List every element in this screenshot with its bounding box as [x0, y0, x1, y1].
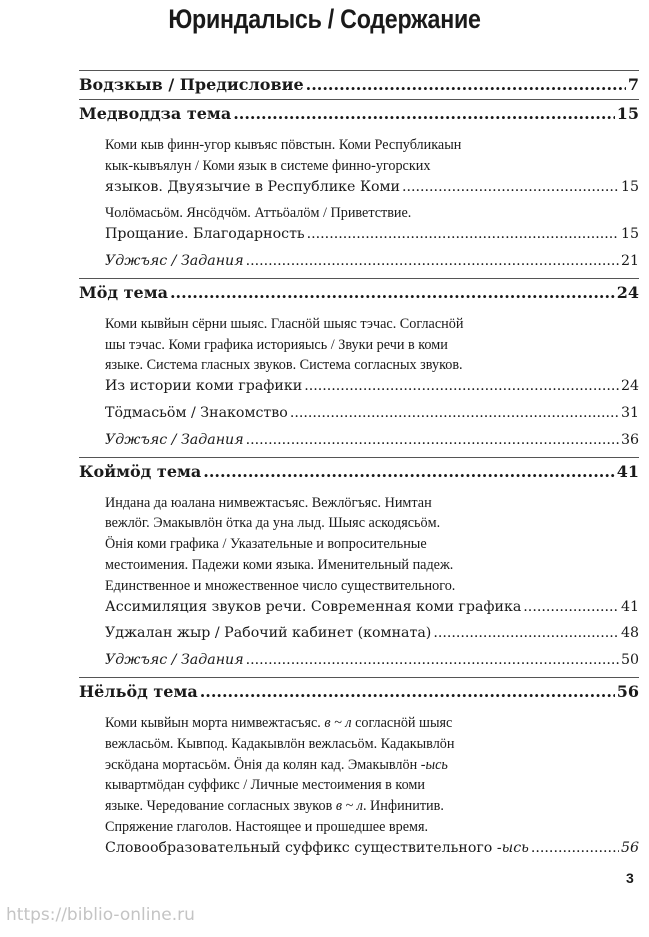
toc-entry [105, 314, 639, 397]
chapter-page: 56 [616, 681, 639, 701]
toc-chapter [79, 100, 639, 128]
entry-last-line [105, 623, 639, 644]
entry-last-line [105, 597, 639, 618]
text-fragment: Словообразовательный суффикс существительного [105, 839, 497, 856]
dot-leader [433, 623, 619, 644]
chapter-title: Медводдза тема [79, 104, 232, 123]
toc-entry [105, 203, 639, 245]
entry-line [105, 713, 639, 734]
toc-entry [105, 135, 639, 197]
dot-leader [200, 678, 615, 706]
entry-last-text: Уджъяс / Задания [105, 431, 244, 448]
dot-leader [304, 376, 619, 397]
watermark: https://biblio-online.ru [6, 905, 195, 925]
italic-fragment: в ~ л [335, 798, 363, 815]
entry-last-text: Уджъяс / Задания [105, 652, 244, 669]
entry-page: 15 [620, 226, 639, 243]
entry-page: 21 [620, 252, 639, 269]
entry-last-line [105, 251, 639, 272]
entry-last-text: Ассимиляция звуков речи. Современная коми графика [105, 598, 522, 615]
page-number: 3 [626, 870, 634, 886]
entry-line: Единственное и множественное число существительного. [105, 577, 456, 594]
italic-fragment: в ~ л [324, 714, 352, 731]
toc-chapter [79, 678, 639, 706]
entry-page: 48 [620, 625, 639, 642]
text-fragment: эскӧдана мортасьӧм. Ӧнія да колян кад. Эмакывлӧн [105, 756, 421, 773]
text-fragment: вежласьӧм. Кывпод. Кадакывлӧн вежласьӧм. Кадакывлӧн [105, 735, 455, 752]
entry-line: Индана да юалана нимвежтасъяс. Вежлӧгъяс. Нимтан [105, 494, 432, 511]
toc-entry [105, 403, 639, 424]
entry-last-line [105, 403, 639, 424]
entry-page: 50 [620, 652, 639, 669]
dot-leader [531, 838, 619, 859]
entry-last-text: Уджъяс / Задания [105, 252, 244, 269]
chapter-entries [79, 713, 639, 859]
toc-chapter [79, 279, 639, 307]
dot-leader [246, 650, 619, 671]
dot-leader [523, 597, 619, 618]
entry-line [105, 734, 639, 755]
entry-last-line [105, 224, 639, 245]
text-fragment: . Инфинитив. [362, 798, 444, 815]
toc-entry [105, 713, 639, 859]
entry-line: местоимения. Падежи коми языка. Именительный падеж. [105, 556, 454, 573]
entry-line: Ӧнія коми графика / Указательные и вопросительные [105, 536, 427, 553]
entry-last-line [105, 177, 639, 198]
entry-page: 15 [620, 178, 639, 195]
entry-line: языке. Система гласных звуков. Система согласных звуков. [105, 357, 463, 374]
entry-line [105, 775, 639, 796]
entry-line: шы тэчас. Коми графика историяысь / Звуки речи в коми [105, 336, 448, 353]
toc-entry [105, 430, 639, 451]
toc-chapter [79, 71, 639, 99]
chapter-page: 15 [616, 104, 639, 123]
chapter-title: Мӧд тема [79, 282, 168, 302]
text-fragment: Спряжение глаголов. Настоящее и прошедшее время. [105, 818, 429, 835]
toc-entry [105, 623, 639, 644]
dot-leader [233, 100, 615, 128]
dot-leader [246, 430, 619, 451]
entry-line [105, 755, 639, 776]
text-fragment: Коми кывйын морта нимвежтасъяс. [105, 714, 325, 731]
text-fragment: кывартмӧдан суффикс / Личные местоимения в коми [105, 777, 425, 794]
page-title: Юриндалысь / Содержание [168, 4, 481, 34]
entry-line: вежлӧг. Эмакывлӧн ӧтка да уна лыд. Шыяс аскодясьӧм. [105, 515, 441, 532]
dot-leader [306, 71, 626, 99]
entry-last-line [105, 650, 639, 671]
entry-page: 56 [620, 839, 639, 856]
chapter-page: 24 [616, 282, 639, 302]
dot-leader [170, 279, 615, 307]
entry-last-line [105, 838, 639, 859]
italic-fragment: -ысь [496, 839, 529, 856]
italic-fragment: -ысь [420, 756, 448, 773]
dot-leader [290, 403, 619, 424]
entry-line: Коми кывйын сёрни шыяс. Гласнӧй шыяс тэчас. Согласнӧй [105, 315, 464, 332]
toc-chapter [79, 458, 639, 486]
chapter-page: 41 [616, 461, 639, 481]
entry-last-line [105, 430, 639, 451]
entry-line [105, 817, 639, 838]
entry-last-text [105, 838, 529, 859]
chapter-title: Коймӧд тема [79, 461, 202, 481]
dot-leader [203, 458, 614, 486]
chapter-entries [79, 314, 639, 451]
entry-last-text: языков. Двуязычие в Республике Коми [105, 178, 400, 195]
toc-entry [105, 493, 639, 618]
entry-page: 36 [620, 431, 639, 448]
entry-line: кык-кывъялун / Коми язык в системе финно-угорских [105, 157, 431, 174]
table-of-contents [79, 70, 639, 865]
entry-line: Чолӧмасьӧм. Янсӧдчӧм. Аттьӧалӧм / Приветствие. [105, 205, 412, 222]
entry-last-line [105, 376, 639, 397]
chapter-entries [79, 135, 639, 272]
entry-line: Коми кыв финн-угор кывъяс пӧвстын. Коми Республикаын [105, 137, 462, 153]
entry-last-text: Тӧдмасьӧм / Знакомство [105, 404, 288, 421]
entry-last-text: Прощание. Благодарность [105, 226, 305, 243]
dot-leader [246, 251, 619, 272]
chapter-title: Водзкыв / Предисловие [79, 75, 304, 94]
chapter-entries [79, 493, 639, 671]
entry-page: 41 [620, 598, 639, 615]
chapter-title: Нёльӧд тема [79, 681, 198, 701]
entry-line [105, 796, 639, 817]
chapter-page: 7 [627, 75, 639, 94]
entry-last-text: Уджалан жыр / Рабочий кабинет (комната) [105, 625, 432, 642]
text-fragment: языке. Чередование согласных звуков [105, 798, 336, 815]
text-fragment: согласнӧй шыяс [351, 714, 453, 731]
entry-page: 24 [620, 378, 639, 395]
dot-leader [307, 224, 619, 245]
dot-leader [402, 177, 619, 198]
entry-page: 31 [620, 404, 639, 421]
toc-entry [105, 650, 639, 671]
toc-entry [105, 251, 639, 272]
entry-last-text: Из истории коми графики [105, 378, 303, 395]
